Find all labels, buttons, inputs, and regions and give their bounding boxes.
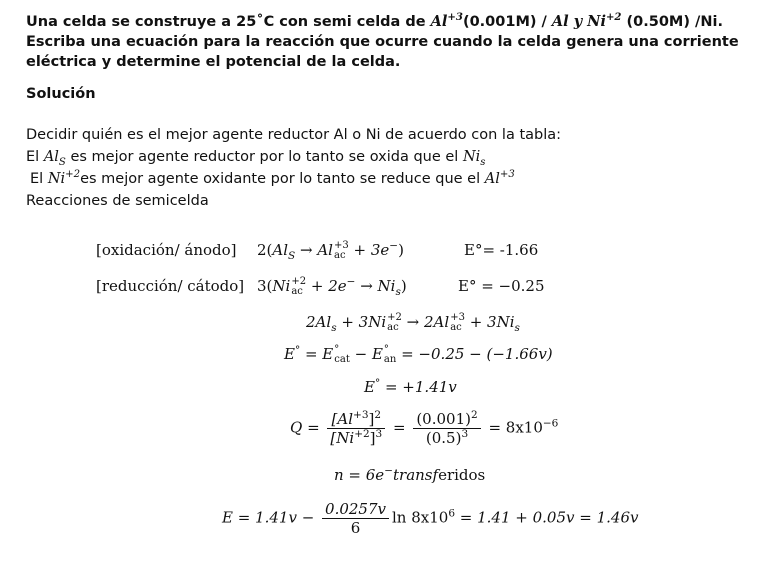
oxidation-potential: E°= -1.66 xyxy=(464,241,539,259)
oxidation-label: [oxidación/ ánodo] xyxy=(96,241,237,259)
problem-statement: Una celda se construye a 25˚C con semi celda de $Al^{+3}(0.001M)$ / Al y $Ni^{+2}$ (0.50M) /Ni. Escriba una ecuación para la reacción que ocurre cuando la celda genera una corriente eléctrica y determine el potencial de la celda. xyxy=(26,11,739,70)
solution-text xyxy=(26,124,746,212)
overall-reaction: $2Al_s + 3Ni$ +2 ac → 2Al +3 ac + $3Ni_s$ xyxy=(306,312,520,334)
nernst-equation: E = 1.41v − $\frac{0.0257v}{6}$ $\ln 8x10^6 = 1.41 + 0.05v = 1.46v$ xyxy=(222,500,639,537)
electrons-transferred: n = 6e−transferidos xyxy=(334,465,486,484)
text-line-1: Decidir quién es el mejor agente reductor Al o Ni de acuerdo con la tabla: xyxy=(26,127,562,143)
text-line-4: Reacciones de semicelda xyxy=(26,193,209,209)
cell-potential-equation: E° = E ° cat − E ° an = −0.25 − (−1.66v) xyxy=(284,344,553,365)
text-line-3: El $Ni^{+2}es$ mejor agente oxidante por lo tanto se reduce que el $Al^{+3}$ xyxy=(30,169,515,187)
reduction-label: [reducción/ cátodo] xyxy=(96,277,245,295)
solution-heading: Solución xyxy=(26,86,96,102)
cell-potential-result: E° = +1.41v xyxy=(364,377,457,396)
text-line-2: El $Al_S$ es mejor agente reductor por lo tanto se oxida que el $Ni_s$ xyxy=(26,149,486,168)
reduction-equation: 3(Ni +2 ac + $2e^- \to Ni_s$) xyxy=(257,276,407,298)
oxidation-equation: $2(Al_S \to Al$ +3 ac + 3e−) xyxy=(257,240,404,262)
reduction-potential: E° = −0.25 xyxy=(458,277,545,295)
reaction-quotient: Q = $\frac{[Al^{+3}]^2}{[Ni^{+2}]^3}$ = $\frac{(0.001)^2}{(0.5)^3}$ = $8x10^{-6}$ xyxy=(290,409,559,447)
